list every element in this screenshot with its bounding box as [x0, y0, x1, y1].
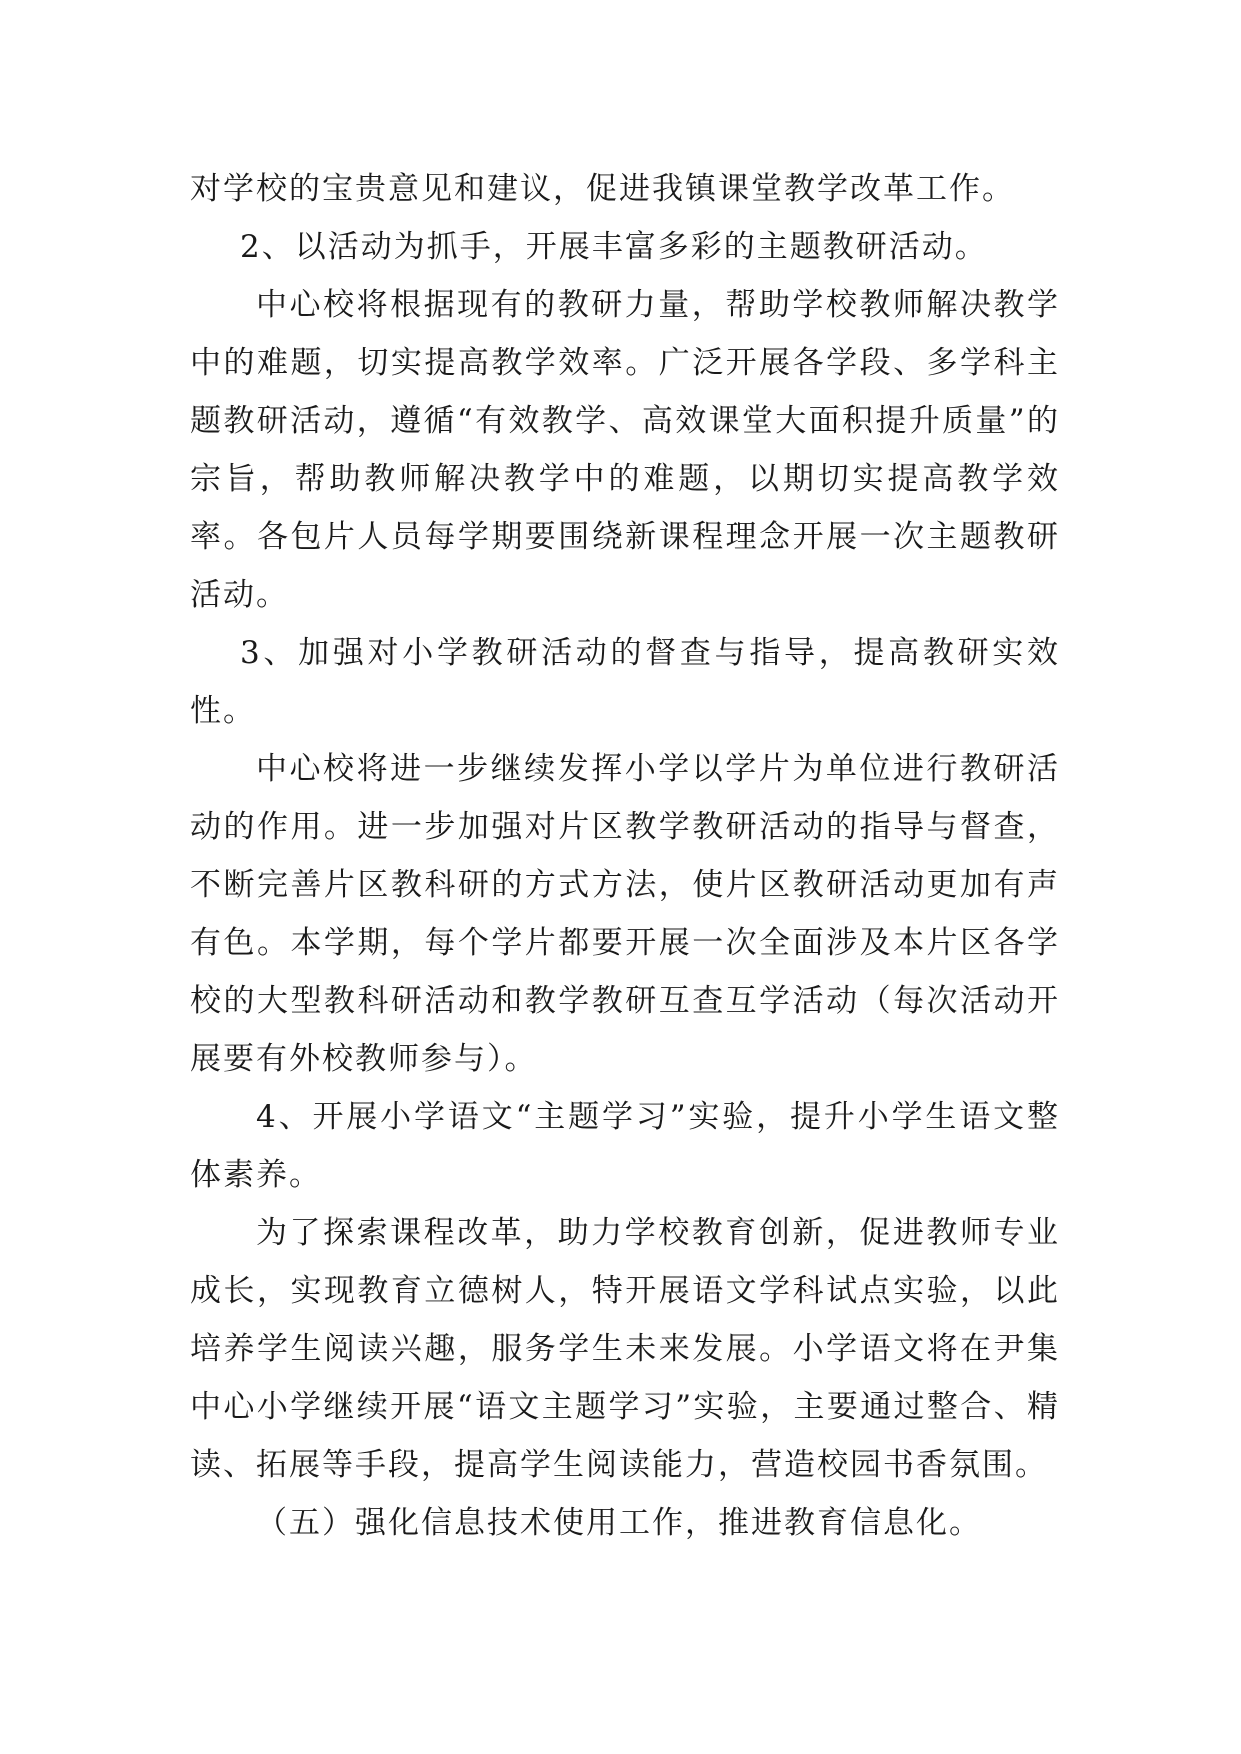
section-heading-3: 3、加强对小学教研活动的督查与指导，提高教研实效性。 [190, 635, 1060, 729]
section-heading-4: 4、开展小学语文“主题学习”实验，提升小学生语文整体素养。 [190, 1099, 1060, 1193]
paragraph-continuation: 对学校的宝贵意见和建议，促进我镇课堂教学改革工作。 [190, 171, 1015, 207]
document-page [190, 160, 1060, 1552]
paragraph-chinese-theme-study: 为了探索课程改革，助力学校教育创新，促进教师专业成长，实现教育立德树人，特开展语文学科试点实验，以此培养学生阅读兴趣，服务学生未来发展。小学语文将在尹集中心小学继续开展“语文主题学习”实验，主要通过整合、精读、拓展等手段，提高学生阅读能力，营造校园书香氛围。 [190, 1215, 1060, 1483]
section-heading-5: （五）强化信息技术使用工作，推进教育信息化。 [256, 1505, 982, 1541]
paragraph-teaching-research: 中心校将根据现有的教研力量，帮助学校教师解决教学中的难题，切实提高教学效率。广泛开展各学段、多学科主题教研活动，遵循“有效教学、高效课堂大面积提升质量”的宗旨，帮助教师解决教学中的难题，以期切实提高教学效率。各包片人员每学期要围绕新课程理念开展一次主题教研活动。 [190, 287, 1060, 613]
paragraph-district-research: 中心校将进一步继续发挥小学以学片为单位进行教研活动的作用。进一步加强对片区教学教研活动的指导与督查，不断完善片区教科研的方式方法，使片区教研活动更加有声有色。本学期，每个学片都要开展一次全面涉及本片区各学校的大型教科研活动和教学教研互查互学活动（每次活动开展要有外校教师参与）。 [190, 751, 1060, 1077]
section-heading-2: 2、以活动为抓手，开展丰富多彩的主题教研活动。 [240, 229, 988, 265]
